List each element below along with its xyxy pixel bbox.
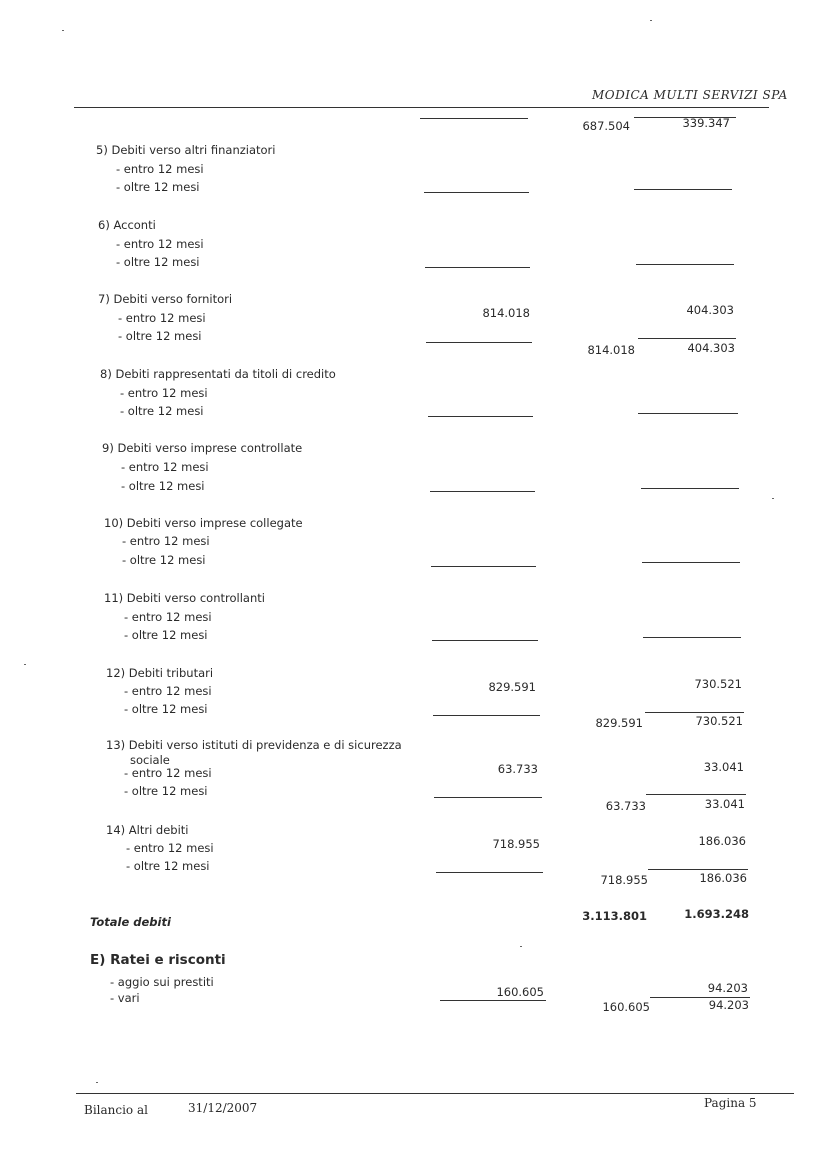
scan-speck <box>96 1082 98 1083</box>
item-13-entro-current: 63.733 <box>497 762 538 776</box>
item-13-total-prior: 33.041 <box>704 797 745 811</box>
item-5-oltre: - oltre 12 mesi <box>116 180 200 194</box>
item-11-entro: - entro 12 mesi <box>124 610 212 624</box>
footer-date: 31/12/2007 <box>188 1101 258 1115</box>
item-10-rule-prior <box>642 562 740 563</box>
item-14-oltre: - oltre 12 mesi <box>126 859 210 873</box>
item-7-label: 7) Debiti verso fornitori <box>98 292 233 306</box>
item-9-rule-current <box>430 491 535 492</box>
item-5-rule-prior <box>634 189 732 190</box>
scan-speck <box>650 20 652 21</box>
item-11-oltre: - oltre 12 mesi <box>124 628 208 642</box>
item-7-entro: - entro 12 mesi <box>118 311 206 325</box>
item-11-rule-prior <box>643 637 741 638</box>
totale-debiti-prior: 1.693.248 <box>684 907 749 921</box>
item-6-label: 6) Acconti <box>98 218 156 232</box>
item-7-oltre: - oltre 12 mesi <box>118 329 202 343</box>
item-11-label: 11) Debiti verso controllanti <box>104 591 265 605</box>
item-14-entro: - entro 12 mesi <box>126 841 214 855</box>
item-9-entro: - entro 12 mesi <box>121 460 209 474</box>
item-8-rule-current <box>428 416 533 417</box>
section-e-aggio-prior: 94.203 <box>707 981 748 995</box>
scan-speck <box>62 30 64 31</box>
section-e-rule-current <box>440 1000 546 1001</box>
item-6-entro: - entro 12 mesi <box>116 237 204 251</box>
item-6-rule-current <box>425 267 530 268</box>
item-14-entro-prior: 186.036 <box>698 834 746 848</box>
section-e-aggio-label: - aggio sui prestiti <box>110 975 214 989</box>
item-14-rule-current <box>436 872 543 873</box>
item-12-total-prior: 730.521 <box>695 714 743 728</box>
footer-bilancio-label: Bilancio al <box>84 1103 148 1117</box>
item-6-rule-prior <box>636 264 734 265</box>
item-13-total-current: 63.733 <box>605 799 646 813</box>
item-14-total-current: 718.955 <box>600 873 648 887</box>
item-14-rule-prior <box>648 869 748 870</box>
item-5-entro: - entro 12 mesi <box>116 162 204 176</box>
item-13-label: 13) Debiti verso istituti di previdenza e di sicurezza <box>106 738 402 752</box>
item-10-oltre: - oltre 12 mesi <box>122 553 206 567</box>
item-7-rule-prior <box>638 338 736 339</box>
totale-debiti-current: 3.113.801 <box>582 909 647 923</box>
item-12-oltre: - oltre 12 mesi <box>124 702 208 716</box>
item-9-oltre: - oltre 12 mesi <box>121 479 205 493</box>
item-13-entro-prior: 33.041 <box>703 760 744 774</box>
item-13-oltre: - oltre 12 mesi <box>124 784 208 798</box>
item-5-label: 5) Debiti verso altri finanziatori <box>96 143 276 157</box>
totale-debiti-label: Totale debiti <box>90 915 171 929</box>
item-10-rule-current <box>431 566 536 567</box>
item-10-entro: - entro 12 mesi <box>122 534 210 548</box>
item-7-entro-prior: 404.303 <box>686 303 734 317</box>
footer-page-number: Pagina 5 <box>704 1096 757 1110</box>
scan-speck <box>772 498 774 499</box>
item-14-entro-current: 718.955 <box>492 837 540 851</box>
item-7-rule-current <box>426 342 532 343</box>
top-total-prior: 339.347 <box>682 116 730 130</box>
header-rule <box>74 107 769 108</box>
item-9-label: 9) Debiti verso imprese controllate <box>102 441 303 455</box>
scan-speck <box>520 946 522 947</box>
item-14-label: 14) Altri debiti <box>106 823 189 837</box>
item-13-rule-current <box>434 797 542 798</box>
footer-rule <box>76 1093 794 1094</box>
item-14-total-prior: 186.036 <box>699 871 747 885</box>
item-13-label-line2: sociale <box>130 753 170 767</box>
scan-speck <box>24 664 26 665</box>
section-e-total-prior: 94.203 <box>708 998 749 1012</box>
item-13-rule-prior <box>646 794 746 795</box>
section-e-total-current: 160.605 <box>602 1000 650 1014</box>
item-8-entro: - entro 12 mesi <box>120 386 208 400</box>
top-entro-rule <box>420 118 528 119</box>
item-12-total-current: 829.591 <box>595 716 643 730</box>
item-6-oltre: - oltre 12 mesi <box>116 255 200 269</box>
item-12-entro-prior: 730.521 <box>694 677 742 691</box>
item-13-entro: - entro 12 mesi <box>124 766 212 780</box>
item-12-rule-current <box>433 715 540 716</box>
section-e-aggio-current: 160.605 <box>496 985 544 999</box>
item-7-entro-current: 814.018 <box>482 306 530 320</box>
item-12-entro-current: 829.591 <box>488 680 536 694</box>
item-9-rule-prior <box>641 488 739 489</box>
item-7-total-current: 814.018 <box>587 343 635 357</box>
item-12-rule-prior <box>645 712 744 713</box>
item-12-entro: - entro 12 mesi <box>124 684 212 698</box>
item-10-label: 10) Debiti verso imprese collegate <box>104 516 303 530</box>
section-e-title: E) Ratei e risconti <box>90 952 226 968</box>
item-8-rule-prior <box>638 413 738 414</box>
item-11-rule-current <box>432 640 538 641</box>
item-8-oltre: - oltre 12 mesi <box>120 404 204 418</box>
company-name: MODICA MULTI SERVIZI SPA <box>592 88 788 102</box>
item-5-rule-current <box>424 192 529 193</box>
item-8-label: 8) Debiti rappresentati da titoli di credito <box>100 367 336 381</box>
item-12-label: 12) Debiti tributari <box>106 666 214 680</box>
item-7-total-prior: 404.303 <box>687 341 735 355</box>
section-e-vari-label: - vari <box>110 991 140 1005</box>
top-total-current: 687.504 <box>582 119 630 133</box>
